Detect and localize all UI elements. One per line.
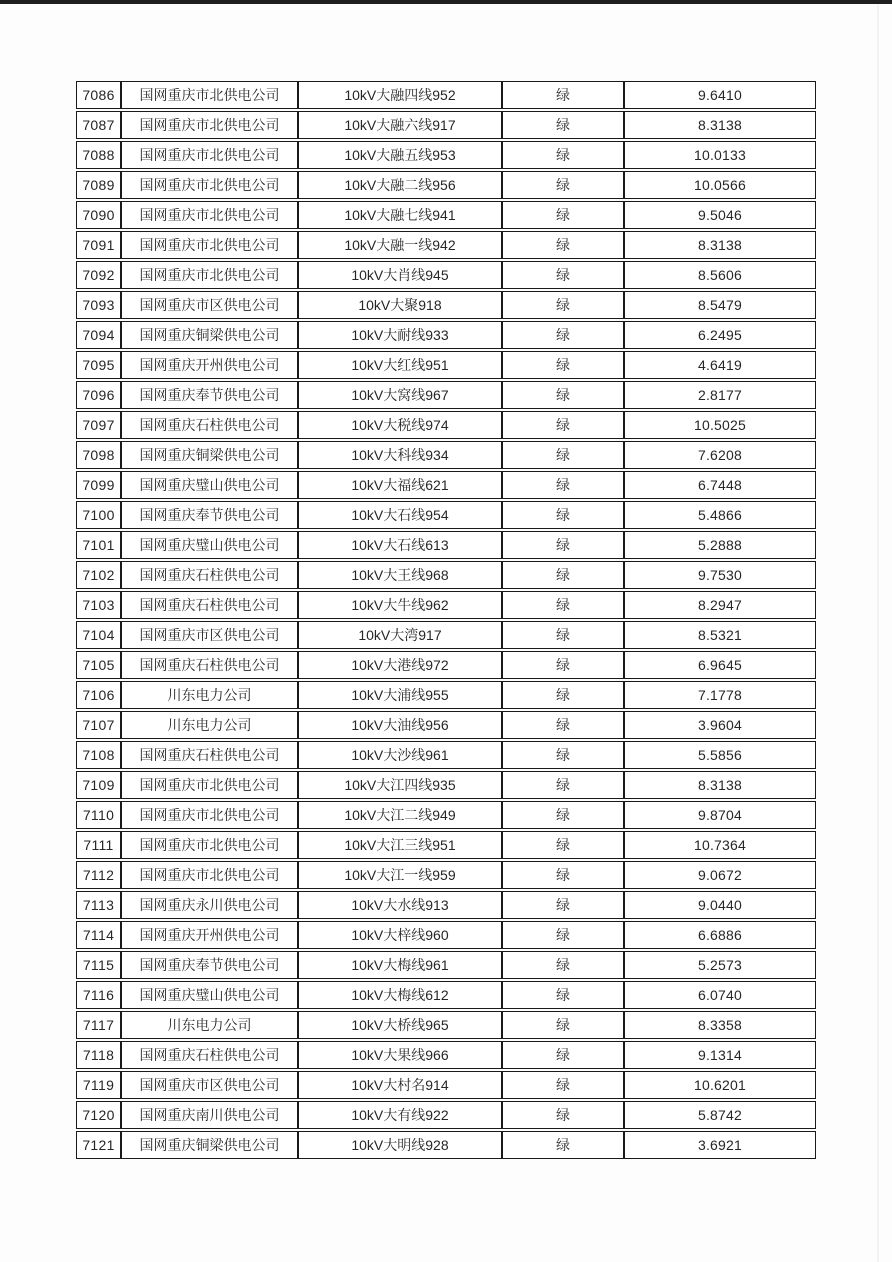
row-id-cell: 7108 bbox=[76, 741, 121, 769]
company-cell: 国网重庆奉节供电公司 bbox=[121, 381, 298, 409]
table-row bbox=[76, 891, 816, 919]
table-row bbox=[76, 951, 816, 979]
table-row bbox=[76, 171, 816, 199]
table-row bbox=[76, 741, 816, 769]
table-row bbox=[76, 831, 816, 859]
status-cell: 绿 bbox=[502, 891, 624, 919]
value-cell: 2.8177 bbox=[624, 381, 816, 409]
status-cell: 绿 bbox=[502, 471, 624, 499]
table-row bbox=[76, 561, 816, 589]
table-row bbox=[76, 651, 816, 679]
row-id-cell: 7113 bbox=[76, 891, 121, 919]
value-cell: 10.0566 bbox=[624, 171, 816, 199]
row-id-cell: 7096 bbox=[76, 381, 121, 409]
value-cell: 9.6410 bbox=[624, 81, 816, 109]
line-name-cell: 10kV大沙线961 bbox=[298, 741, 502, 769]
status-cell: 绿 bbox=[502, 561, 624, 589]
company-cell: 国网重庆市区供电公司 bbox=[121, 1071, 298, 1099]
table-row bbox=[76, 381, 816, 409]
page-right-edge bbox=[877, 4, 879, 1262]
table-row bbox=[76, 681, 816, 709]
line-name-cell: 10kV大融二线956 bbox=[298, 171, 502, 199]
table-row bbox=[76, 591, 816, 619]
company-cell: 川东电力公司 bbox=[121, 1011, 298, 1039]
value-cell: 5.2573 bbox=[624, 951, 816, 979]
row-id-cell: 7090 bbox=[76, 201, 121, 229]
status-cell: 绿 bbox=[502, 411, 624, 439]
status-cell: 绿 bbox=[502, 381, 624, 409]
table-row bbox=[76, 81, 816, 109]
value-cell: 3.6921 bbox=[624, 1131, 816, 1159]
value-cell: 9.8704 bbox=[624, 801, 816, 829]
status-cell: 绿 bbox=[502, 621, 624, 649]
table-row bbox=[76, 861, 816, 889]
row-id-cell: 7109 bbox=[76, 771, 121, 799]
row-id-cell: 7103 bbox=[76, 591, 121, 619]
row-id-cell: 7110 bbox=[76, 801, 121, 829]
table-row bbox=[76, 921, 816, 949]
table-row bbox=[76, 471, 816, 499]
company-cell: 国网重庆璧山供电公司 bbox=[121, 471, 298, 499]
company-cell: 国网重庆市北供电公司 bbox=[121, 261, 298, 289]
status-cell: 绿 bbox=[502, 981, 624, 1009]
line-name-cell: 10kV大王线968 bbox=[298, 561, 502, 589]
company-cell: 国网重庆石柱供电公司 bbox=[121, 1041, 298, 1069]
value-cell: 5.8742 bbox=[624, 1101, 816, 1129]
company-cell: 国网重庆开州供电公司 bbox=[121, 921, 298, 949]
row-id-cell: 7099 bbox=[76, 471, 121, 499]
status-cell: 绿 bbox=[502, 591, 624, 619]
line-name-cell: 10kV大聚918 bbox=[298, 291, 502, 319]
table-row bbox=[76, 981, 816, 1009]
company-cell: 国网重庆市北供电公司 bbox=[121, 771, 298, 799]
line-name-cell: 10kV大明线928 bbox=[298, 1131, 502, 1159]
company-cell: 国网重庆奉节供电公司 bbox=[121, 951, 298, 979]
line-name-cell: 10kV大村名914 bbox=[298, 1071, 502, 1099]
company-cell: 国网重庆市北供电公司 bbox=[121, 81, 298, 109]
status-cell: 绿 bbox=[502, 261, 624, 289]
status-cell: 绿 bbox=[502, 291, 624, 319]
company-cell: 国网重庆石柱供电公司 bbox=[121, 411, 298, 439]
table-row bbox=[76, 771, 816, 799]
value-cell: 8.3138 bbox=[624, 111, 816, 139]
company-cell: 国网重庆石柱供电公司 bbox=[121, 561, 298, 589]
status-cell: 绿 bbox=[502, 111, 624, 139]
line-name-cell: 10kV大科线934 bbox=[298, 441, 502, 469]
row-id-cell: 7093 bbox=[76, 291, 121, 319]
company-cell: 国网重庆市北供电公司 bbox=[121, 111, 298, 139]
table-row bbox=[76, 321, 816, 349]
line-name-cell: 10kV大融四线952 bbox=[298, 81, 502, 109]
row-id-cell: 7107 bbox=[76, 711, 121, 739]
value-cell: 9.1314 bbox=[624, 1041, 816, 1069]
row-id-cell: 7102 bbox=[76, 561, 121, 589]
table-row bbox=[76, 1071, 816, 1099]
line-name-cell: 10kV大江一线959 bbox=[298, 861, 502, 889]
page-top-edge bbox=[0, 0, 892, 4]
row-id-cell: 7119 bbox=[76, 1071, 121, 1099]
status-cell: 绿 bbox=[502, 681, 624, 709]
row-id-cell: 7100 bbox=[76, 501, 121, 529]
value-cell: 6.0740 bbox=[624, 981, 816, 1009]
row-id-cell: 7095 bbox=[76, 351, 121, 379]
status-cell: 绿 bbox=[502, 741, 624, 769]
value-cell: 10.6201 bbox=[624, 1071, 816, 1099]
table-row bbox=[76, 1101, 816, 1129]
value-cell: 8.5479 bbox=[624, 291, 816, 319]
status-cell: 绿 bbox=[502, 1011, 624, 1039]
line-name-cell: 10kV大江三线951 bbox=[298, 831, 502, 859]
company-cell: 国网重庆市北供电公司 bbox=[121, 171, 298, 199]
line-name-cell: 10kV大油线956 bbox=[298, 711, 502, 739]
line-name-cell: 10kV大石线613 bbox=[298, 531, 502, 559]
company-cell: 国网重庆市区供电公司 bbox=[121, 621, 298, 649]
value-cell: 5.5856 bbox=[624, 741, 816, 769]
company-cell: 国网重庆市北供电公司 bbox=[121, 231, 298, 259]
status-cell: 绿 bbox=[502, 651, 624, 679]
status-cell: 绿 bbox=[502, 1101, 624, 1129]
company-cell: 国网重庆开州供电公司 bbox=[121, 351, 298, 379]
table-row bbox=[76, 1131, 816, 1159]
row-id-cell: 7116 bbox=[76, 981, 121, 1009]
line-name-cell: 10kV大肖线945 bbox=[298, 261, 502, 289]
value-cell: 8.3138 bbox=[624, 231, 816, 259]
row-id-cell: 7101 bbox=[76, 531, 121, 559]
line-name-cell: 10kV大牛线962 bbox=[298, 591, 502, 619]
row-id-cell: 7121 bbox=[76, 1131, 121, 1159]
status-cell: 绿 bbox=[502, 351, 624, 379]
company-cell: 国网重庆璧山供电公司 bbox=[121, 981, 298, 1009]
company-cell: 国网重庆铜梁供电公司 bbox=[121, 1131, 298, 1159]
line-name-cell: 10kV大融六线917 bbox=[298, 111, 502, 139]
company-cell: 川东电力公司 bbox=[121, 681, 298, 709]
value-cell: 8.2947 bbox=[624, 591, 816, 619]
row-id-cell: 7089 bbox=[76, 171, 121, 199]
company-cell: 国网重庆南川供电公司 bbox=[121, 1101, 298, 1129]
table-row bbox=[76, 411, 816, 439]
row-id-cell: 7117 bbox=[76, 1011, 121, 1039]
table-row bbox=[76, 441, 816, 469]
company-cell: 国网重庆石柱供电公司 bbox=[121, 591, 298, 619]
company-cell: 国网重庆市北供电公司 bbox=[121, 201, 298, 229]
line-name-cell: 10kV大有线922 bbox=[298, 1101, 502, 1129]
line-name-cell: 10kV大红线951 bbox=[298, 351, 502, 379]
power-line-status-table bbox=[76, 79, 816, 1161]
company-cell: 国网重庆市北供电公司 bbox=[121, 831, 298, 859]
row-id-cell: 7105 bbox=[76, 651, 121, 679]
company-cell: 国网重庆永川供电公司 bbox=[121, 891, 298, 919]
value-cell: 6.7448 bbox=[624, 471, 816, 499]
row-id-cell: 7112 bbox=[76, 861, 121, 889]
company-cell: 川东电力公司 bbox=[121, 711, 298, 739]
line-name-cell: 10kV大石线954 bbox=[298, 501, 502, 529]
table-row bbox=[76, 291, 816, 319]
status-cell: 绿 bbox=[502, 81, 624, 109]
status-cell: 绿 bbox=[502, 201, 624, 229]
row-id-cell: 7091 bbox=[76, 231, 121, 259]
status-cell: 绿 bbox=[502, 171, 624, 199]
company-cell: 国网重庆奉节供电公司 bbox=[121, 501, 298, 529]
row-id-cell: 7118 bbox=[76, 1041, 121, 1069]
row-id-cell: 7104 bbox=[76, 621, 121, 649]
value-cell: 9.0672 bbox=[624, 861, 816, 889]
line-name-cell: 10kV大窝线967 bbox=[298, 381, 502, 409]
table-row bbox=[76, 201, 816, 229]
company-cell: 国网重庆璧山供电公司 bbox=[121, 531, 298, 559]
line-name-cell: 10kV大融一线942 bbox=[298, 231, 502, 259]
status-cell: 绿 bbox=[502, 1131, 624, 1159]
row-id-cell: 7087 bbox=[76, 111, 121, 139]
table-row bbox=[76, 621, 816, 649]
table-row bbox=[76, 531, 816, 559]
status-cell: 绿 bbox=[502, 321, 624, 349]
status-cell: 绿 bbox=[502, 771, 624, 799]
company-cell: 国网重庆市北供电公司 bbox=[121, 861, 298, 889]
status-cell: 绿 bbox=[502, 921, 624, 949]
row-id-cell: 7111 bbox=[76, 831, 121, 859]
line-name-cell: 10kV大江二线949 bbox=[298, 801, 502, 829]
value-cell: 8.3358 bbox=[624, 1011, 816, 1039]
status-cell: 绿 bbox=[502, 441, 624, 469]
value-cell: 10.0133 bbox=[624, 141, 816, 169]
status-cell: 绿 bbox=[502, 501, 624, 529]
value-cell: 5.2888 bbox=[624, 531, 816, 559]
value-cell: 10.7364 bbox=[624, 831, 816, 859]
line-name-cell: 10kV大梓线960 bbox=[298, 921, 502, 949]
row-id-cell: 7098 bbox=[76, 441, 121, 469]
line-name-cell: 10kV大果线966 bbox=[298, 1041, 502, 1069]
company-cell: 国网重庆市北供电公司 bbox=[121, 801, 298, 829]
line-name-cell: 10kV大浦线955 bbox=[298, 681, 502, 709]
line-name-cell: 10kV大水线913 bbox=[298, 891, 502, 919]
table-body bbox=[76, 81, 816, 1159]
company-cell: 国网重庆铜梁供电公司 bbox=[121, 441, 298, 469]
value-cell: 10.5025 bbox=[624, 411, 816, 439]
status-cell: 绿 bbox=[502, 861, 624, 889]
row-id-cell: 7094 bbox=[76, 321, 121, 349]
company-cell: 国网重庆市区供电公司 bbox=[121, 291, 298, 319]
value-cell: 8.5321 bbox=[624, 621, 816, 649]
line-name-cell: 10kV大湾917 bbox=[298, 621, 502, 649]
status-cell: 绿 bbox=[502, 951, 624, 979]
line-name-cell: 10kV大融五线953 bbox=[298, 141, 502, 169]
value-cell: 8.5606 bbox=[624, 261, 816, 289]
table-row bbox=[76, 231, 816, 259]
row-id-cell: 7088 bbox=[76, 141, 121, 169]
status-cell: 绿 bbox=[502, 1071, 624, 1099]
line-name-cell: 10kV大福线621 bbox=[298, 471, 502, 499]
status-cell: 绿 bbox=[502, 141, 624, 169]
row-id-cell: 7106 bbox=[76, 681, 121, 709]
table-row bbox=[76, 1041, 816, 1069]
row-id-cell: 7092 bbox=[76, 261, 121, 289]
value-cell: 9.0440 bbox=[624, 891, 816, 919]
status-cell: 绿 bbox=[502, 1041, 624, 1069]
value-cell: 4.6419 bbox=[624, 351, 816, 379]
row-id-cell: 7120 bbox=[76, 1101, 121, 1129]
value-cell: 7.1778 bbox=[624, 681, 816, 709]
value-cell: 5.4866 bbox=[624, 501, 816, 529]
table-row bbox=[76, 141, 816, 169]
line-name-cell: 10kV大江四线935 bbox=[298, 771, 502, 799]
status-cell: 绿 bbox=[502, 831, 624, 859]
line-name-cell: 10kV大税线974 bbox=[298, 411, 502, 439]
value-cell: 9.5046 bbox=[624, 201, 816, 229]
company-cell: 国网重庆铜梁供电公司 bbox=[121, 321, 298, 349]
company-cell: 国网重庆石柱供电公司 bbox=[121, 651, 298, 679]
line-name-cell: 10kV大融七线941 bbox=[298, 201, 502, 229]
value-cell: 9.7530 bbox=[624, 561, 816, 589]
line-name-cell: 10kV大梅线612 bbox=[298, 981, 502, 1009]
line-name-cell: 10kV大耐线933 bbox=[298, 321, 502, 349]
value-cell: 7.6208 bbox=[624, 441, 816, 469]
value-cell: 6.2495 bbox=[624, 321, 816, 349]
table-row bbox=[76, 351, 816, 379]
line-name-cell: 10kV大港线972 bbox=[298, 651, 502, 679]
value-cell: 6.6886 bbox=[624, 921, 816, 949]
row-id-cell: 7086 bbox=[76, 81, 121, 109]
value-cell: 6.9645 bbox=[624, 651, 816, 679]
row-id-cell: 7114 bbox=[76, 921, 121, 949]
table-row bbox=[76, 1011, 816, 1039]
table-row bbox=[76, 111, 816, 139]
status-cell: 绿 bbox=[502, 531, 624, 559]
line-name-cell: 10kV大桥线965 bbox=[298, 1011, 502, 1039]
company-cell: 国网重庆石柱供电公司 bbox=[121, 741, 298, 769]
table-row bbox=[76, 711, 816, 739]
status-cell: 绿 bbox=[502, 711, 624, 739]
company-cell: 国网重庆市北供电公司 bbox=[121, 141, 298, 169]
table-row bbox=[76, 801, 816, 829]
row-id-cell: 7115 bbox=[76, 951, 121, 979]
status-cell: 绿 bbox=[502, 231, 624, 259]
value-cell: 8.3138 bbox=[624, 771, 816, 799]
row-id-cell: 7097 bbox=[76, 411, 121, 439]
table-row bbox=[76, 261, 816, 289]
status-cell: 绿 bbox=[502, 801, 624, 829]
line-name-cell: 10kV大梅线961 bbox=[298, 951, 502, 979]
table-row bbox=[76, 501, 816, 529]
value-cell: 3.9604 bbox=[624, 711, 816, 739]
